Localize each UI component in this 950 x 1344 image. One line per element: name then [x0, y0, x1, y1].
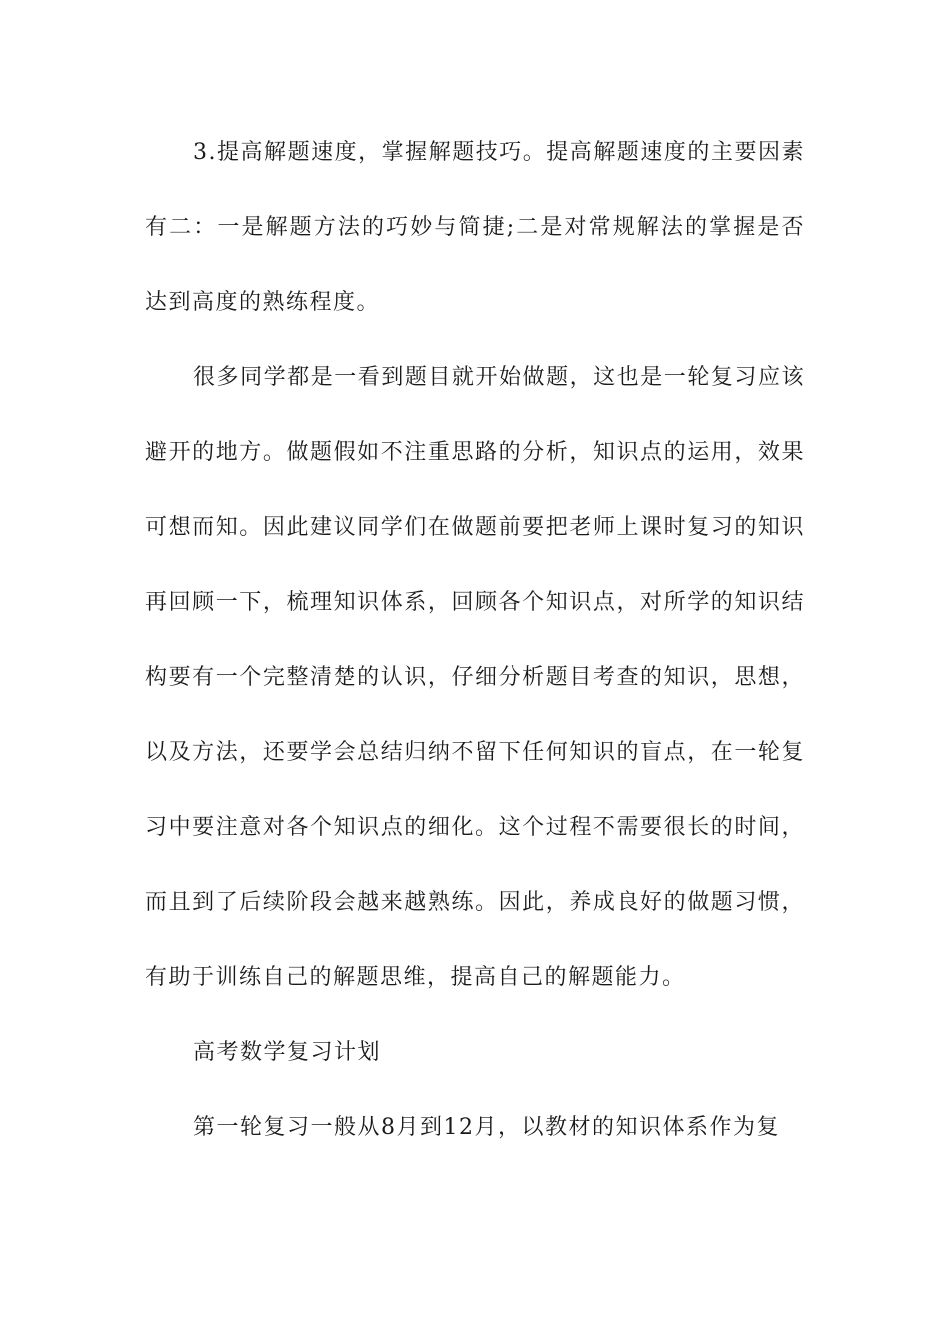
paragraph-solving-speed: 3.提高解题速度，掌握解题技巧。提高解题速度的主要因素有二：一是解题方法的巧妙与简捷;二是对常规解法的掌握是否达到高度的熟练程度。: [145, 140, 805, 315]
section-heading-review-plan: 高考数学复习计划: [193, 1040, 382, 1065]
paragraph-habits: 很多同学都是一看到题目就开始做题，这也是一轮复习应该避开的地方。做题假如不注重思路的分析，知识点的运用，效果可想而知。因此建议同学们在做题前要把老师上课时复习的知识再回顾一下，梳理知识体系，回顾各个知识点，对所学的知识结构要有一个完整清楚的认识，仔细分析题目考查的知识，思想，以及方法，还要学会总结归纳不留下任何知识的盲点，在一轮复习中要注意对各个知识点的细化。这个过程不需要很长的时间，而且到了后续阶段会越来越熟练。因此，养成良好的做题习惯，有助于训练自己的解题思维，提高自己的解题能力。: [145, 365, 805, 990]
document-body: [145, 115, 805, 1165]
paragraph-first-round: 第一轮复习一般从8月到12月，以教材的知识体系作为复: [193, 1115, 780, 1140]
